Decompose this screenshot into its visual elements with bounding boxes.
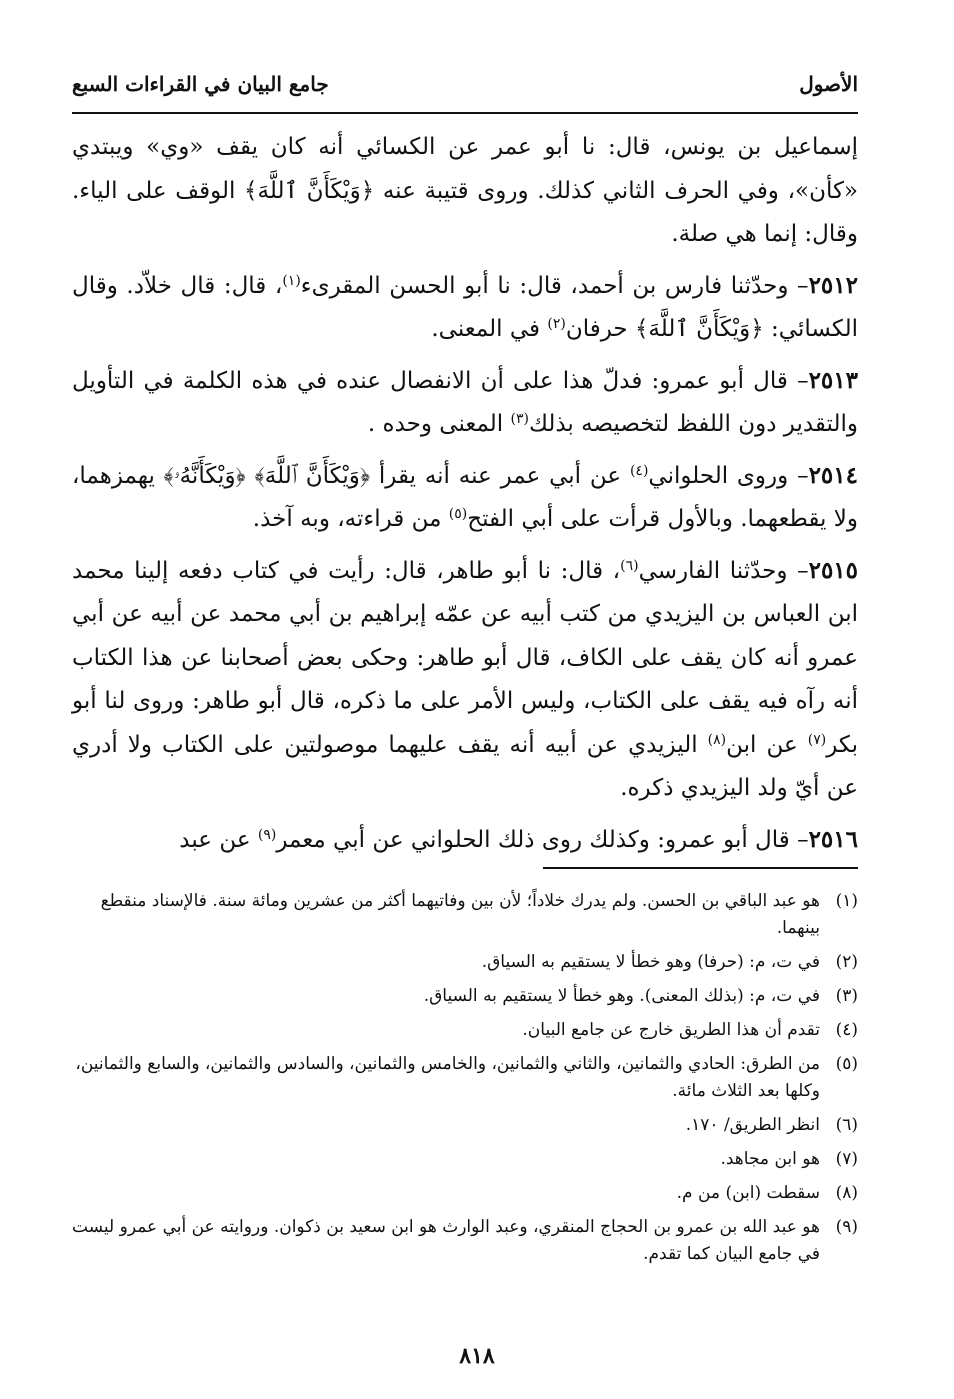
paragraph-2513: ٢٥١٣– قال أبو عمرو: فدلّ هذا على أن الانفصال عنده في هذه الكلمة في التأويل والتقدير دون اللفظ لتخصيصه بذلك$^{(٣)}$ المعنى وحده . <box>72 366 858 437</box>
header-divider <box>72 112 858 114</box>
footnote: (٣) في ت، م: (بذلك المعنى). وهو خطأ لا يستقيم به السياق. <box>72 983 858 1010</box>
footnote-divider <box>543 867 858 869</box>
paragraph-2512: ٢٥١٢– وحدّثنا فارس بن أحمد، قال: نا أبو الحسن المقرىء$^{(١)}$، قال: قال خلاّد. وقال الكسائي: ﴿وَيْكَأَنَّ ٱللَّهَ﴾ حرفان$^{(٢)}$ في المعنى. <box>72 271 858 342</box>
running-header <box>72 72 858 102</box>
footnote-number: (٧) <box>835 1149 858 1169</box>
paragraph-continuation: إسماعيل بن يونس، قال: نا أبو عمر عن الكسائي أنه كان يقف «وي» ويبتدي «كأن»، وفي الحرف الثاني كذلك. وروى قتيبة عنه ﴿وَيْكَأَنَّ ٱللَّهَ﴾ الوقف على الياء. وقال: إنما هي صلة. <box>72 134 858 247</box>
paragraph-number: ٢٥١٥ <box>808 556 859 584</box>
book-title: جامع البيان في القراءات السبع <box>72 72 329 96</box>
footnote-number: (١) <box>835 891 858 911</box>
paragraph-2516: ٢٥١٦– قال أبو عمرو: وكذلك روى ذلك الحلواني عن أبي معمر$^{(٩)}$ عن عبد <box>179 825 858 853</box>
footnote-ref: (٧) <box>807 731 827 748</box>
footnote: (٥) من الطرق: الحادي والثمانين، والثاني والثمانين، والخامس والثمانين، والسادس والثمانين، والسابع والثمانين، وكلها بعد الثلاث مائة. <box>72 1051 858 1105</box>
footnote-ref: (٢) <box>547 316 566 332</box>
footnote-ref: (١) <box>282 272 301 289</box>
footnote-ref: (٨) <box>707 731 727 748</box>
footnote-ref: (٦) <box>620 557 639 574</box>
footnote: (٤) تقدم أن هذا الطريق خارج عن جامع البيان. <box>72 1017 858 1044</box>
footnote: (٦) انظر الطريق/ ١٧٠. <box>72 1112 858 1139</box>
paragraph-number: ٢٥١٣ <box>808 366 858 394</box>
footnotes <box>72 888 858 1275</box>
main-text <box>72 126 858 869</box>
footnote-number: (٩) <box>835 1217 858 1237</box>
footnote-number: (٦) <box>835 1115 858 1135</box>
footnote: (٧) هو ابن مجاهد. <box>72 1146 858 1173</box>
footnote-number: (٨) <box>835 1183 858 1203</box>
page-number: ٨١٨ <box>459 1343 495 1369</box>
footnote-ref: (٣) <box>510 411 529 427</box>
paragraph-number: ٢٥١٤ <box>808 461 858 489</box>
footnote: (١) هو عبد الباقي بن الحسن. ولم يدرك خلاداً؛ لأن بين وفاتيهما أكثر من عشرين ومائة سنة. فالإسناد منقطع بينهما. <box>72 888 858 942</box>
paragraph-2515: ٢٥١٥– وحدّثنا الفارسي$^{(٦)}$، قال: نا أبو طاهر، قال: رأيت في كتاب دفعه إلينا محمد ابن العباس بن اليزيدي من كتب أبيه عن عمّه إبراهيم بن أبي محمد عن أبيه عن أبي عمرو أنه كان يقف على الكاف، قال أبو طاهر: وحكى بعض أصحابنا عن هذا الكتاب أنه رآه فيه يقف على الكتاب، وليس الأمر على ما ذكره، قال أبو طاهر: وروى لنا أبو بكر$^{(٧)}$ عن ابن$^{(٨)}$ اليزيدي عن أبيه أنه يقف عليهما موصولتين على الكتاب ولا أدري عن أيّ ولد اليزيدي ذكره. <box>72 556 859 801</box>
paragraph-number: ٢٥١٢ <box>808 271 858 299</box>
paragraph-number: ٢٥١٦ <box>808 825 858 853</box>
footnote: (٨) سقطت (ابن) من م. <box>72 1180 858 1207</box>
footnote-ref: (٥) <box>448 506 468 522</box>
paragraph-2514: ٢٥١٤– وروى الحلواني$^{(٤)}$ عن أبي عمر عنه أنه يقرأ ﴿وَيْكَأَنَّ ٱللَّهَ﴾ ﴿وَيْكَأَنَّهُۥ﴾ يهمزهما، ولا يقطعهما. وبالأول قرأت على أبي الفتح$^{(٥)}$ من قراءته، وبه آخذ. <box>72 461 858 532</box>
footnote-number: (٥) <box>835 1054 858 1074</box>
chapter-title: الأصول <box>799 72 858 96</box>
footnote-ref: (٤) <box>629 462 649 479</box>
footnote-number: (٢) <box>835 952 858 972</box>
footnote: (٢) في ت، م: (حرفا) وهو خطأ لا يستقيم به السياق. <box>72 949 858 976</box>
footnote-number: (٤) <box>835 1020 858 1040</box>
footnote: (٩) هو عبد الله بن عمرو بن الحجاج المنقري، وعبد الوارث هو ابن سعيد بن ذكوان. وروايته عن أبي عمرو ليست في جامع البيان كما تقدم. <box>72 1214 858 1268</box>
footnote-number: (٣) <box>835 986 858 1006</box>
footnote-ref: (٩) <box>257 826 277 843</box>
